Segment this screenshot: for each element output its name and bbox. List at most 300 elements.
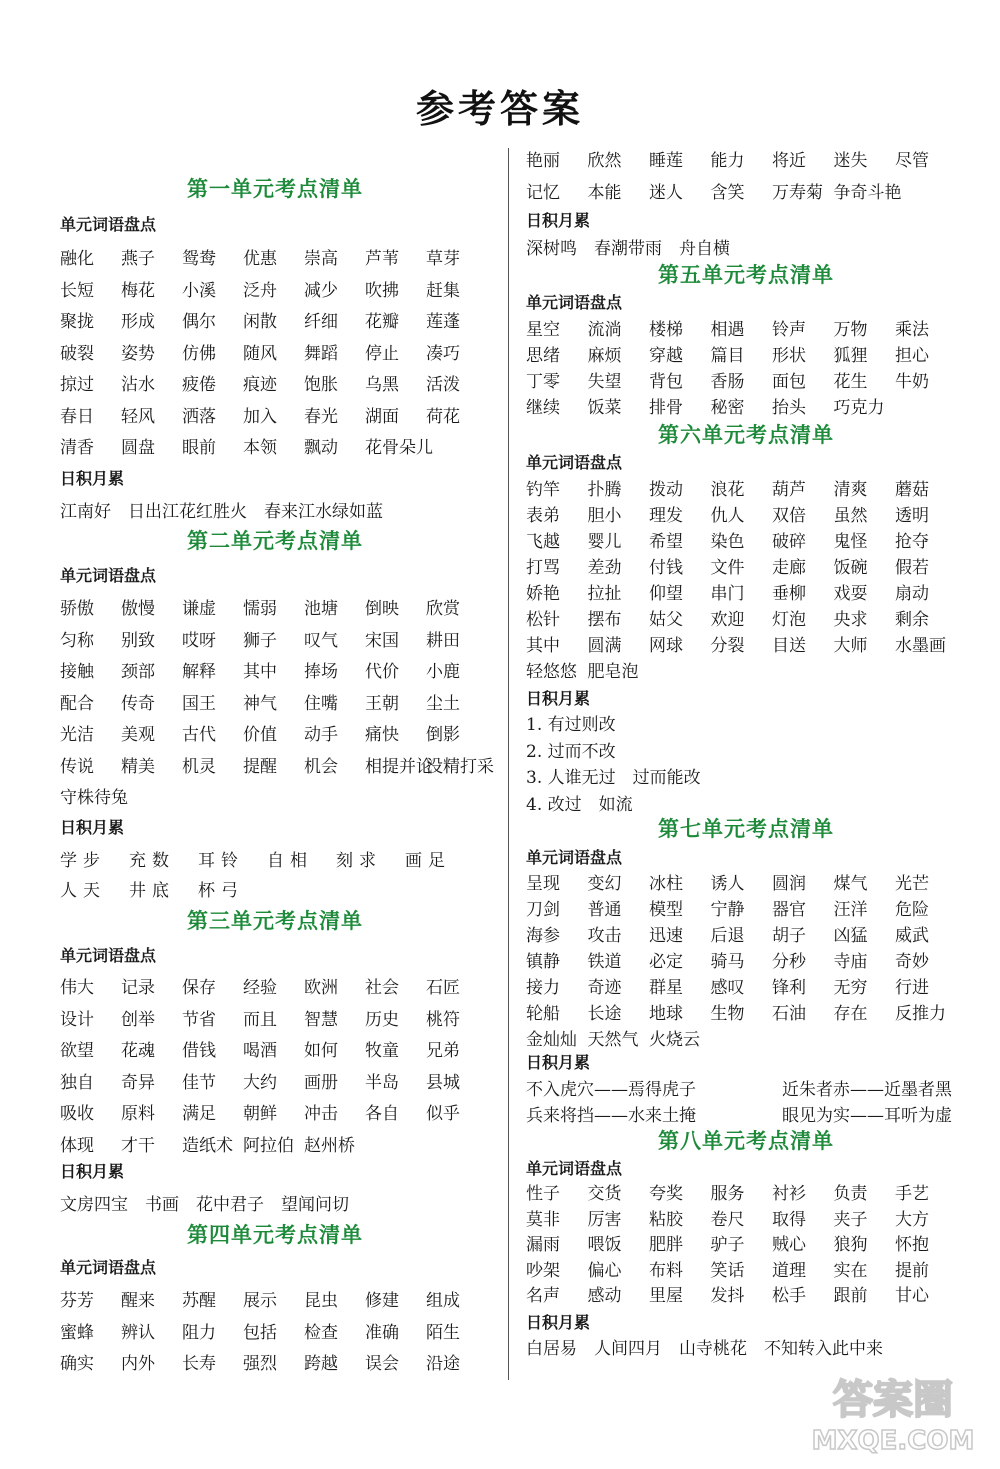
vocab-word: 蘑菇 bbox=[895, 480, 929, 500]
vocab-word: 如何 bbox=[304, 1041, 338, 1061]
vocab-word: 创举 bbox=[121, 1009, 155, 1030]
vocab-word: 疲倦 bbox=[182, 375, 216, 395]
vocab-word: 住嘴 bbox=[304, 693, 338, 714]
vocab-word: 颈部 bbox=[121, 662, 155, 682]
daily-line: 白居易 人间四月 山寺桃花 不知转入此中来 bbox=[526, 1339, 883, 1359]
vocab-word: 鬼怪 bbox=[833, 532, 868, 552]
vocab-word: 失望 bbox=[587, 372, 622, 392]
vocab-word: 将近 bbox=[772, 151, 806, 171]
unit4-daily bbox=[526, 236, 966, 262]
vocab-word: 担心 bbox=[895, 346, 929, 366]
vocab-word: 兄弟 bbox=[426, 1041, 460, 1061]
vocab-word: 拉扯 bbox=[587, 584, 622, 604]
vocab-word: 汪洋 bbox=[833, 900, 868, 920]
vocab-word: 闲散 bbox=[243, 312, 277, 332]
vocab-word: 仇人 bbox=[710, 506, 745, 526]
vocab-word: 本领 bbox=[243, 438, 277, 458]
unit6-word-grid bbox=[526, 477, 966, 685]
vocab-word: 地球 bbox=[649, 1004, 683, 1024]
vocab-word: 威武 bbox=[895, 926, 929, 946]
daily-line: 3. 人谁无过 过而能改 bbox=[526, 768, 701, 788]
vocab-word: 篇目 bbox=[710, 346, 745, 366]
vocab-word: 强烈 bbox=[243, 1354, 277, 1374]
vocab-word: 芬芳 bbox=[60, 1291, 94, 1311]
vocab-word: 痛快 bbox=[365, 725, 399, 745]
vocab-word: 背包 bbox=[649, 372, 683, 392]
daily-line: 2. 过而不改 bbox=[526, 741, 616, 762]
vocab-word: 花魂 bbox=[121, 1041, 155, 1061]
idiom-pair: 兵来将挡——水来土掩 bbox=[526, 1106, 696, 1126]
vocab-word: 艳丽 bbox=[526, 151, 560, 171]
vocab-word: 舞蹈 bbox=[304, 343, 338, 364]
vocab-word: 奇妙 bbox=[895, 952, 929, 972]
vocab-word: 池塘 bbox=[304, 599, 338, 619]
vocab-word: 大约 bbox=[243, 1072, 277, 1093]
vocab-word: 手艺 bbox=[895, 1184, 929, 1204]
vocab-word: 星空 bbox=[526, 320, 560, 340]
vocab-word: 发抖 bbox=[710, 1286, 745, 1307]
vocab-word: 迷人 bbox=[649, 182, 683, 203]
vocab-word: 普通 bbox=[587, 900, 622, 920]
vocab-word: 凶猛 bbox=[833, 926, 868, 946]
vocab-word: 圆润 bbox=[772, 874, 806, 894]
vocab-word: 掠过 bbox=[60, 375, 94, 395]
vocab-word: 苏醒 bbox=[182, 1291, 216, 1311]
vocab-word: 痕迹 bbox=[243, 375, 277, 395]
vocab-word: 崇高 bbox=[304, 249, 338, 269]
vocab-word: 继续 bbox=[526, 398, 560, 418]
vocab-word: 偶尔 bbox=[182, 312, 216, 332]
vocab-word: 代价 bbox=[365, 662, 399, 682]
vocab-word: 感叹 bbox=[710, 978, 745, 998]
vocab-word: 傲慢 bbox=[121, 599, 155, 619]
vocab-word: 泛舟 bbox=[243, 280, 277, 301]
vocab-word: 历史 bbox=[365, 1009, 399, 1030]
vocab-word: 形状 bbox=[772, 346, 806, 366]
vocab-word: 怀抱 bbox=[895, 1235, 929, 1256]
vocab-word: 含笑 bbox=[710, 182, 745, 203]
vocab-word: 实在 bbox=[833, 1260, 868, 1281]
vocab-word: 争奇斗艳 bbox=[833, 182, 902, 203]
unit4-title: 第四单元考点清单 bbox=[187, 1223, 363, 1247]
vocab-word: 漏雨 bbox=[526, 1235, 560, 1256]
vocab-word: 分裂 bbox=[710, 636, 745, 656]
vocab-word: 智慧 bbox=[304, 1009, 338, 1030]
unit4-vocab-label: 单元词语盘点 bbox=[60, 1258, 157, 1277]
vocab-word: 懦弱 bbox=[243, 599, 277, 619]
vocab-word: 透明 bbox=[895, 506, 929, 526]
vocab-word: 仰望 bbox=[649, 584, 683, 604]
vocab-word: 组成 bbox=[426, 1291, 460, 1311]
vocab-word: 保存 bbox=[182, 978, 216, 998]
unit5-word-grid bbox=[526, 317, 966, 421]
vocab-word: 辨认 bbox=[121, 1322, 155, 1343]
vocab-word: 醒来 bbox=[121, 1291, 155, 1311]
vocab-word: 危险 bbox=[895, 900, 929, 920]
vocab-word: 凑巧 bbox=[426, 343, 460, 364]
vocab-word: 香肠 bbox=[710, 372, 745, 392]
vocab-word: 反推力 bbox=[895, 1004, 946, 1024]
vocab-word: 朝鲜 bbox=[243, 1104, 277, 1124]
vocab-word: 葫芦 bbox=[772, 480, 806, 500]
vocab-word: 铁道 bbox=[587, 952, 622, 972]
vocab-word: 婴儿 bbox=[587, 532, 622, 552]
vocab-word: 随风 bbox=[243, 343, 277, 364]
unit5-title: 第五单元考点清单 bbox=[658, 263, 834, 287]
vocab-word: 春光 bbox=[304, 406, 338, 427]
vocab-word: 轻风 bbox=[121, 406, 155, 427]
vocab-word: 分秒 bbox=[772, 952, 806, 972]
vocab-word: 希望 bbox=[649, 532, 683, 552]
vocab-word: 网球 bbox=[649, 636, 683, 656]
vocab-word: 戏耍 bbox=[833, 584, 868, 604]
vocab-word: 蜜蜂 bbox=[60, 1322, 94, 1343]
vocab-word: 加入 bbox=[243, 406, 277, 427]
vocab-word: 甘心 bbox=[895, 1286, 929, 1307]
unit1-word-grid bbox=[60, 244, 490, 465]
vocab-word: 机会 bbox=[304, 756, 338, 777]
vocab-word: 提前 bbox=[895, 1260, 929, 1281]
unit6-daily bbox=[526, 712, 966, 818]
vocab-word: 梅花 bbox=[121, 280, 155, 301]
vocab-word: 狐狸 bbox=[833, 346, 868, 366]
vocab-word: 丁零 bbox=[526, 372, 560, 392]
vocab-word: 饭菜 bbox=[587, 398, 622, 418]
vocab-word: 文件 bbox=[710, 558, 745, 578]
vocab-word: 本能 bbox=[587, 182, 622, 203]
unit6-daily-label: 日积月累 bbox=[526, 689, 591, 708]
daily-line: 1. 有过则改 bbox=[526, 715, 616, 735]
vocab-word: 长寿 bbox=[182, 1354, 216, 1374]
daily-line: 人天 井底 杯弓 bbox=[60, 881, 244, 901]
vocab-word: 器官 bbox=[772, 900, 806, 920]
vocab-word: 钓竿 bbox=[526, 480, 560, 500]
unit2-word-grid bbox=[60, 594, 494, 815]
vocab-word: 精美 bbox=[121, 756, 155, 777]
vocab-word: 欢迎 bbox=[710, 610, 745, 630]
vocab-word: 夸奖 bbox=[649, 1184, 683, 1204]
vocab-word: 感动 bbox=[587, 1286, 622, 1307]
vocab-word: 误会 bbox=[365, 1354, 399, 1374]
vocab-word: 姑父 bbox=[649, 610, 683, 630]
vocab-word: 优惠 bbox=[243, 249, 277, 269]
vocab-word: 传说 bbox=[60, 756, 94, 777]
vocab-word: 麻烦 bbox=[587, 346, 622, 366]
vocab-word: 半岛 bbox=[365, 1072, 399, 1093]
vocab-word: 摆布 bbox=[587, 610, 622, 630]
vocab-word: 活泼 bbox=[426, 375, 460, 395]
vocab-word: 宁静 bbox=[710, 900, 745, 920]
vocab-word: 破裂 bbox=[60, 343, 94, 364]
vocab-word: 飞越 bbox=[526, 532, 560, 552]
vocab-word: 轻悠悠 bbox=[526, 662, 577, 682]
unit8-title: 第八单元考点清单 bbox=[658, 1129, 834, 1153]
vocab-word: 贼心 bbox=[772, 1235, 806, 1256]
vocab-word: 经验 bbox=[243, 978, 277, 998]
vocab-word: 检查 bbox=[304, 1322, 338, 1343]
vocab-word: 穿越 bbox=[649, 346, 683, 366]
vocab-word: 春日 bbox=[60, 406, 94, 427]
vocab-word: 桃符 bbox=[426, 1009, 460, 1030]
vocab-word: 道理 bbox=[772, 1260, 806, 1281]
vocab-word: 花瓣 bbox=[365, 312, 399, 332]
vocab-word: 付钱 bbox=[649, 558, 683, 578]
vocab-word: 剩余 bbox=[895, 610, 929, 630]
unit8-word-grid bbox=[526, 1182, 966, 1310]
vocab-word: 小鹿 bbox=[426, 662, 460, 682]
vocab-word: 画册 bbox=[304, 1072, 338, 1093]
vocab-word: 存在 bbox=[833, 1004, 868, 1024]
vocab-word: 小溪 bbox=[182, 280, 216, 301]
vocab-word: 牛奶 bbox=[895, 372, 929, 392]
vocab-word: 尘土 bbox=[426, 693, 460, 714]
vocab-word: 社会 bbox=[365, 978, 399, 998]
vocab-word: 布料 bbox=[649, 1260, 683, 1281]
vocab-word: 取得 bbox=[772, 1209, 806, 1230]
unit2-daily-label: 日积月累 bbox=[60, 818, 125, 837]
vocab-word: 眼前 bbox=[182, 438, 216, 458]
vocab-word: 相提并论 bbox=[365, 756, 433, 777]
vocab-word: 海参 bbox=[526, 926, 560, 946]
vocab-word: 模型 bbox=[649, 900, 683, 920]
vocab-word: 狼狗 bbox=[833, 1235, 868, 1256]
vocab-word: 谦虚 bbox=[182, 599, 216, 619]
vocab-word: 石油 bbox=[772, 1004, 806, 1024]
unit7-word-grid bbox=[526, 871, 966, 1053]
vocab-word: 飘动 bbox=[304, 438, 338, 458]
vocab-word: 跟前 bbox=[833, 1286, 868, 1307]
unit2-vocab-label: 单元词语盘点 bbox=[60, 566, 157, 585]
vocab-word: 聚拢 bbox=[60, 312, 94, 332]
vocab-word: 骑马 bbox=[710, 952, 745, 972]
vocab-word: 长途 bbox=[587, 1004, 622, 1024]
unit7-daily-label: 日积月累 bbox=[526, 1053, 591, 1072]
watermark-line2: MXQE.COM bbox=[811, 1426, 975, 1456]
vocab-word: 浪花 bbox=[710, 480, 745, 500]
vocab-word: 燕子 bbox=[121, 249, 155, 269]
vocab-word: 美观 bbox=[121, 725, 155, 745]
vocab-word: 昆虫 bbox=[304, 1291, 338, 1311]
vocab-word: 差劲 bbox=[587, 558, 622, 578]
idiom-pair: 眼见为实——耳听为虚 bbox=[782, 1106, 952, 1126]
vocab-word: 娇艳 bbox=[526, 584, 560, 604]
vocab-word: 借钱 bbox=[182, 1041, 216, 1061]
vocab-word: 沿途 bbox=[426, 1354, 460, 1374]
vocab-word: 独自 bbox=[60, 1072, 94, 1093]
vocab-word: 记忆 bbox=[526, 182, 560, 203]
vocab-word: 设计 bbox=[60, 1009, 94, 1030]
vocab-word: 县城 bbox=[426, 1072, 460, 1093]
vocab-word: 捧场 bbox=[304, 662, 338, 682]
vocab-word: 配合 bbox=[60, 693, 94, 714]
vocab-word: 原料 bbox=[121, 1104, 155, 1124]
vocab-word: 染色 bbox=[710, 532, 745, 552]
vocab-word: 刀剑 bbox=[526, 900, 560, 920]
unit3-word-grid bbox=[60, 973, 490, 1162]
vocab-word: 光芒 bbox=[895, 874, 929, 894]
vocab-word: 倒影 bbox=[426, 725, 460, 745]
vocab-word: 行进 bbox=[895, 978, 929, 998]
vocab-word: 阻力 bbox=[182, 1322, 216, 1343]
unit4-word-grid-left bbox=[60, 1286, 490, 1381]
unit3-daily-label: 日积月累 bbox=[60, 1162, 125, 1181]
vocab-word: 偏心 bbox=[587, 1260, 622, 1281]
vocab-word: 圆盘 bbox=[121, 438, 155, 458]
unit6-title: 第六单元考点清单 bbox=[658, 423, 834, 447]
vocab-word: 流淌 bbox=[587, 320, 622, 340]
vocab-word: 里屋 bbox=[649, 1286, 683, 1307]
vocab-word: 宋国 bbox=[365, 630, 399, 651]
vocab-word: 厉害 bbox=[587, 1209, 622, 1230]
vocab-word: 胆小 bbox=[587, 506, 622, 526]
unit7-daily bbox=[526, 1077, 952, 1129]
vocab-word: 提醒 bbox=[243, 756, 277, 777]
vocab-word: 传奇 bbox=[121, 693, 155, 714]
vocab-word: 大师 bbox=[833, 636, 868, 656]
vocab-word: 接触 bbox=[60, 662, 94, 682]
vocab-word: 扑腾 bbox=[587, 480, 622, 500]
daily-line bbox=[526, 1077, 952, 1103]
vocab-word: 央求 bbox=[833, 610, 868, 630]
vocab-word: 秘密 bbox=[710, 398, 745, 418]
vocab-word: 停止 bbox=[365, 343, 399, 364]
vocab-word: 狮子 bbox=[243, 630, 277, 651]
unit2-daily bbox=[60, 846, 490, 906]
vocab-word: 吸收 bbox=[60, 1104, 94, 1124]
vocab-word: 石匠 bbox=[426, 978, 460, 998]
vocab-word: 价值 bbox=[243, 725, 277, 745]
daily-line: 4. 改过 如流 bbox=[526, 794, 633, 815]
vocab-word: 松手 bbox=[772, 1286, 806, 1307]
vocab-word: 大方 bbox=[895, 1209, 929, 1230]
vocab-word: 清香 bbox=[60, 438, 94, 458]
vocab-word: 巧克力 bbox=[833, 398, 885, 418]
vocab-word: 节省 bbox=[182, 1009, 216, 1030]
vocab-word: 生物 bbox=[710, 1004, 745, 1024]
vocab-word: 耕田 bbox=[426, 630, 460, 651]
vocab-word: 金灿灿 bbox=[526, 1030, 577, 1050]
vocab-word: 花生 bbox=[833, 372, 868, 392]
vocab-word: 迷失 bbox=[833, 151, 868, 171]
vocab-word: 万寿菊 bbox=[772, 182, 823, 203]
vocab-word: 楼梯 bbox=[649, 320, 683, 340]
vocab-word: 各自 bbox=[365, 1104, 399, 1124]
vocab-word: 粘胶 bbox=[649, 1209, 683, 1230]
vocab-word: 伟大 bbox=[60, 978, 94, 998]
vocab-word: 煤气 bbox=[833, 874, 868, 894]
vocab-word: 其中 bbox=[526, 636, 560, 656]
daily-line bbox=[526, 1103, 952, 1129]
vocab-word: 佳节 bbox=[182, 1072, 216, 1093]
vocab-word: 跨越 bbox=[304, 1354, 338, 1374]
unit1-daily-label: 日积月累 bbox=[60, 469, 125, 488]
daily-line: 学步 充数 耳铃 自相 刻求 画足 bbox=[60, 851, 451, 871]
vocab-word: 阿拉伯 bbox=[243, 1135, 294, 1156]
vocab-word: 姿势 bbox=[121, 343, 155, 364]
vocab-word: 驴子 bbox=[710, 1235, 745, 1256]
vocab-word: 服务 bbox=[710, 1184, 745, 1204]
watermark-line1: 答案圈 bbox=[833, 1377, 953, 1423]
vocab-word: 吵架 bbox=[526, 1260, 560, 1281]
vocab-word: 奇异 bbox=[121, 1072, 155, 1093]
vocab-word: 能力 bbox=[710, 151, 745, 171]
vocab-word: 准确 bbox=[365, 1322, 399, 1343]
vocab-word: 喂饭 bbox=[587, 1235, 622, 1256]
vocab-word: 变幻 bbox=[587, 874, 622, 894]
unit1-vocab-label: 单元词语盘点 bbox=[60, 215, 157, 234]
vocab-word: 修建 bbox=[365, 1291, 399, 1311]
unit8-daily bbox=[526, 1336, 966, 1362]
vocab-word: 目送 bbox=[772, 636, 806, 656]
vocab-word: 守株待兔 bbox=[60, 788, 128, 808]
vocab-word: 寺庙 bbox=[833, 952, 868, 972]
vocab-word: 思绪 bbox=[526, 346, 560, 366]
vocab-word: 火烧云 bbox=[649, 1030, 700, 1050]
vocab-word: 理发 bbox=[649, 506, 683, 526]
vocab-word: 天然气 bbox=[587, 1030, 639, 1050]
daily-line: 深树鸣 春潮带雨 舟自横 bbox=[526, 239, 730, 259]
vocab-word: 鸳鸯 bbox=[182, 249, 216, 269]
vocab-word: 呈现 bbox=[526, 874, 560, 894]
vocab-word: 记录 bbox=[121, 978, 155, 998]
vocab-word: 草芽 bbox=[426, 249, 460, 269]
vocab-word: 卷尺 bbox=[710, 1209, 745, 1230]
vocab-word: 肥皂泡 bbox=[587, 662, 639, 682]
vocab-word: 破碎 bbox=[772, 532, 806, 552]
vocab-word: 国王 bbox=[182, 693, 216, 714]
vocab-word: 乌黑 bbox=[365, 375, 399, 395]
vocab-word: 光洁 bbox=[60, 725, 94, 745]
idiom-pair: 不入虎穴——焉得虎子 bbox=[526, 1080, 696, 1100]
vocab-word: 古代 bbox=[182, 725, 216, 745]
vocab-word: 交货 bbox=[587, 1184, 622, 1204]
unit3-title: 第三单元考点清单 bbox=[187, 909, 363, 933]
vocab-word: 机灵 bbox=[182, 756, 216, 777]
vocab-word: 万物 bbox=[833, 320, 868, 340]
vocab-word: 造纸术 bbox=[182, 1135, 233, 1156]
vocab-word: 性子 bbox=[526, 1184, 560, 1204]
vocab-word: 王朝 bbox=[365, 693, 399, 714]
vocab-word: 轮船 bbox=[526, 1004, 560, 1024]
unit7-title: 第七单元考点清单 bbox=[658, 817, 834, 841]
vocab-word: 诱人 bbox=[710, 874, 745, 894]
vocab-word: 水墨画 bbox=[895, 636, 946, 656]
vocab-word: 哎呀 bbox=[182, 630, 216, 651]
vocab-word: 似乎 bbox=[426, 1104, 460, 1124]
vocab-word: 形成 bbox=[121, 312, 155, 332]
vocab-word: 骄傲 bbox=[60, 599, 94, 619]
vocab-word: 清爽 bbox=[833, 480, 868, 500]
vocab-word: 花骨朵儿 bbox=[365, 438, 433, 458]
vocab-word: 锋利 bbox=[772, 978, 806, 998]
vocab-word: 必定 bbox=[649, 952, 683, 972]
vocab-word: 吹拂 bbox=[365, 280, 399, 301]
unit8-daily-label: 日积月累 bbox=[526, 1313, 591, 1332]
vocab-word: 纤细 bbox=[304, 312, 338, 332]
vocab-word: 笑话 bbox=[710, 1260, 745, 1281]
vocab-word: 陌生 bbox=[426, 1322, 460, 1343]
vocab-word: 喝酒 bbox=[243, 1041, 277, 1061]
vocab-word: 冲击 bbox=[304, 1104, 338, 1124]
vocab-word: 面包 bbox=[772, 372, 806, 392]
vocab-word: 肥胖 bbox=[649, 1235, 683, 1256]
vocab-word: 攻击 bbox=[587, 926, 622, 946]
vocab-word: 松针 bbox=[526, 610, 560, 630]
vocab-word: 欣然 bbox=[587, 151, 622, 171]
vocab-word: 排骨 bbox=[649, 398, 683, 418]
vocab-word: 饱胀 bbox=[304, 375, 338, 395]
vocab-word: 串门 bbox=[710, 584, 745, 604]
